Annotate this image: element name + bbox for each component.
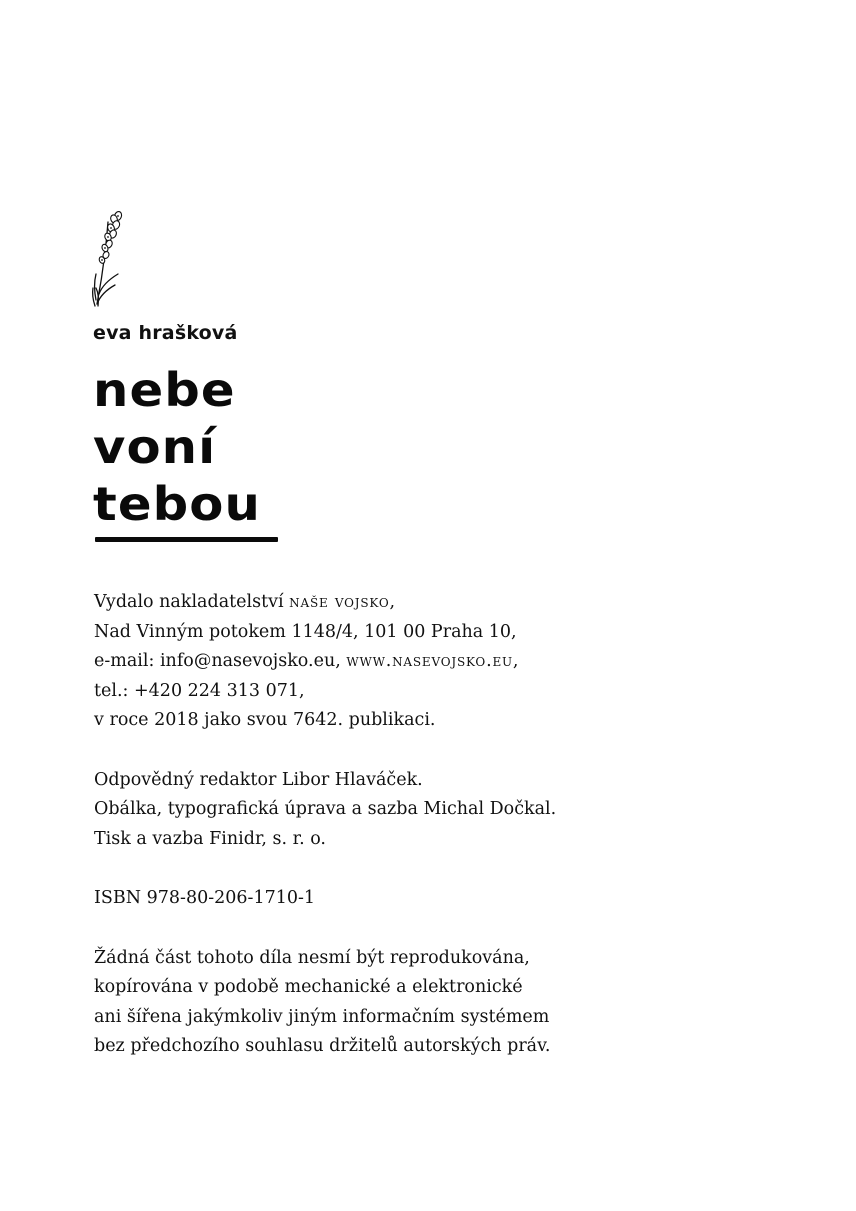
- title-underline: [95, 537, 278, 542]
- imprint-address: Nad Vinným potokem 1148/4, 101 00 Praha 10,: [94, 621, 517, 642]
- imprint-block: [94, 588, 714, 736]
- rights-line: ani šířena jakýmkoliv jiným informačním systémem: [94, 1006, 550, 1027]
- imprint-publisher-prefix: Vydalo nakladatelství: [94, 592, 290, 612]
- publisher-name: naše vojsko: [289, 592, 390, 612]
- imprint-year: v roce 2018 jako svou 7642. publikaci.: [94, 710, 436, 730]
- imprint-email: e-mail: info@nasevojsko.eu,: [94, 651, 347, 671]
- publisher-website: www.nasevojsko.eu: [346, 651, 513, 671]
- imprint-line: [94, 588, 714, 618]
- author-name: eva hrašková: [93, 322, 238, 344]
- isbn: ISBN 978-80-206-1710-1: [94, 888, 316, 908]
- title-line-2: voní: [93, 420, 217, 474]
- rights-block: [94, 944, 714, 1062]
- imprint-comma: ,: [512, 651, 519, 671]
- title-line-1: nebe: [93, 363, 236, 417]
- book-title: [93, 362, 293, 533]
- imprint-comma: ,: [389, 592, 396, 612]
- rights-line: bez předchozího souhlasu držitelů autorských práv.: [94, 1036, 551, 1056]
- imprint-contact: [94, 647, 714, 677]
- title-line-3: tebou: [93, 477, 261, 531]
- rights-line: Žádná část tohoto díla nesmí být reprodukována,: [94, 947, 530, 968]
- isbn-block: [94, 884, 714, 914]
- colophon: [94, 588, 714, 1092]
- imprint-phone: tel.: +420 224 313 071,: [94, 680, 305, 701]
- credit-line: Obálka, typografická úprava a sazba Michal Dočkal.: [94, 799, 557, 819]
- lavender-sprig-icon: [88, 208, 128, 312]
- rights-line: kopírována v podobě mechanické a elektronické: [94, 977, 523, 997]
- credit-line: Tisk a vazba Finidr, s. r. o.: [94, 828, 326, 849]
- credits-block: [94, 766, 714, 855]
- credit-line: Odpovědný redaktor Libor Hlaváček.: [94, 769, 423, 790]
